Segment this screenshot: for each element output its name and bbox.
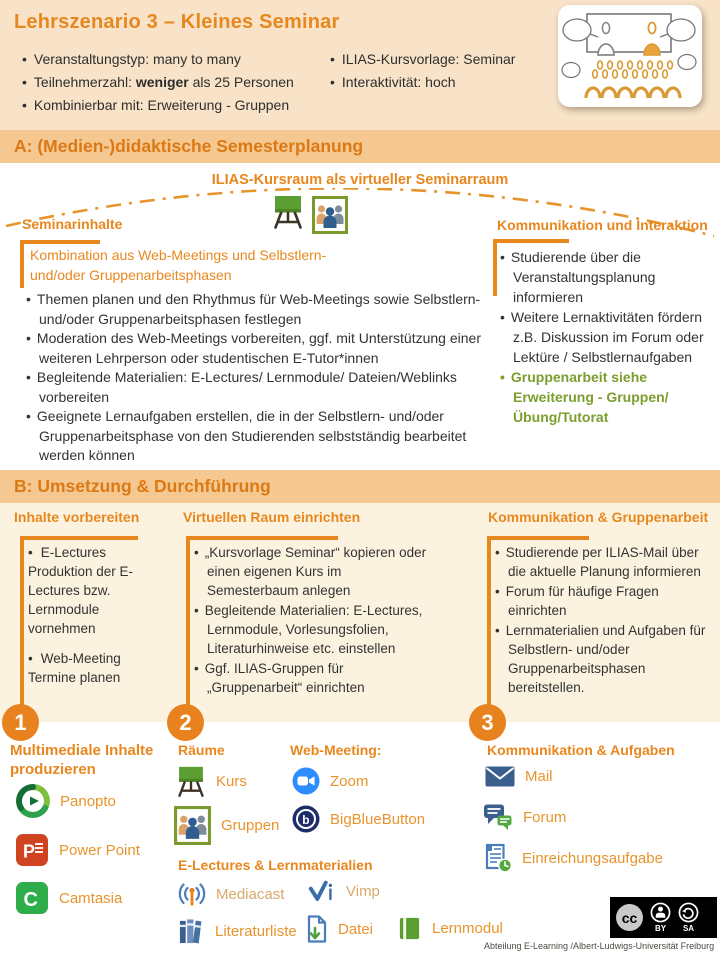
tool-label: Power Point: [59, 841, 140, 859]
svg-text:b: b: [302, 812, 310, 827]
tool-label: Panopto: [60, 792, 116, 810]
col3-heading: Kommunikation & Gruppenarbeit: [488, 509, 709, 525]
bracket-top: [487, 536, 589, 540]
chalkboard-icon: [272, 194, 304, 235]
page-title: Lehrszenario 3 – Kleines Seminar: [14, 11, 340, 33]
header-bullet: • Kombinierbar mit: Erweiterung - Gruppen: [22, 94, 322, 117]
cc-sa: [678, 902, 699, 933]
panopto-row: [16, 784, 116, 818]
header-bullet: • Veranstaltungstyp: many to many: [22, 48, 322, 71]
bracket-left: [493, 239, 497, 296]
svg-text:P: P: [23, 841, 36, 862]
tool-label: Gruppen: [221, 817, 280, 834]
chalkboard-icon: [176, 765, 206, 798]
tool-label: Literaturliste: [215, 923, 297, 940]
literaturliste-row: [178, 918, 297, 945]
tool-label: Vimp: [346, 883, 380, 900]
panopto-icon: [16, 784, 50, 818]
bullet: • Geeignete Lernaufgaben erstellen, die in der Selbstlern- und/oder Gruppenarbeitsphase von den Studierenden selbstständig bearbeitet werden können: [26, 407, 488, 466]
attribution-person-icon: [650, 902, 671, 923]
tool-label: Lernmodul: [432, 920, 503, 937]
step-3-badge: 3: [469, 704, 506, 741]
bracket-top: [493, 239, 569, 243]
section-a-title: A: (Medien-)didaktische Semesterplanung: [14, 136, 364, 156]
electures-heading: E-Lectures & Lernmaterialien: [178, 857, 373, 873]
einreichungsaufgabe-row: [485, 843, 663, 873]
credit-line: Abteilung E-Learning /Albert-Ludwigs-Universität Freiburg: [484, 941, 715, 951]
tool-label: BigBlueButton: [330, 810, 426, 828]
forum-row: [483, 803, 566, 832]
gruppen-row: [174, 806, 279, 845]
camtasia-icon: [15, 881, 49, 915]
bullet: • Moderation des Web-Meetings vorbereiten, ggf. mit Unterstützung einer weiteren Lehrperson oder studentischen E-Tutor*innen: [26, 329, 488, 368]
bullet: • Ggf. ILIAS-Gruppen für „Gruppenarbeit“ einrichten: [194, 659, 432, 697]
forum-icon: [483, 803, 513, 832]
bullet: • Studierende per ILIAS-Mail über die aktuelle Planung informieren: [495, 543, 709, 581]
bullet: • Weitere Lernaktivitäten fördern z.B. Diskussion im Forum oder Lektüre / Selbstlernaufgaben: [500, 307, 710, 367]
tool-label: Zoom: [330, 772, 369, 790]
tool-label: Camtasia: [59, 889, 123, 907]
header-bullets-left: [22, 48, 322, 117]
rooms-heading: Räume: [178, 742, 225, 758]
bracket-top: [20, 536, 138, 540]
produce-heading: Multimediale Inhalte produzieren: [10, 742, 154, 778]
bullet: • Forum für häufige Fragen einrichten: [495, 582, 709, 620]
camtasia-row: [15, 881, 122, 915]
vimp-row: [308, 880, 380, 903]
section-b-title: B: Umsetzung & Durchführung: [14, 476, 271, 496]
cc-by-sa-badge: [610, 897, 717, 938]
kommunikation-interaktion-heading: Kommunikation und Interaktion: [497, 217, 708, 233]
header-bullets-right: [330, 48, 550, 94]
mail-icon: [485, 766, 515, 787]
bracket-left: [20, 240, 24, 288]
tool-label: Mediacast: [216, 885, 285, 903]
tool-label: Forum: [523, 809, 567, 826]
bracket-top: [20, 240, 100, 244]
bullet: • Lernmaterialien und Aufgaben für Selbstlern- und/oder Gruppenarbeitsphasen bereitstellen.: [495, 621, 709, 697]
assignment-clock-icon: [485, 843, 512, 873]
header-bullet: • Interaktivität: hoch: [330, 71, 550, 94]
mediacast-row: [178, 880, 284, 908]
bullet: • Begleitende Materialien: E-Lectures/ Lernmodule/ Dateien/Weblinks vorbereiten: [26, 368, 488, 407]
tool-label: Kurs: [216, 773, 247, 790]
col1-heading: Inhalte vorbereiten: [14, 509, 140, 525]
tool-label: Einreichungsaufgabe: [522, 849, 663, 867]
bigbluebutton-icon: [292, 805, 320, 833]
bullet-highlight: • Gruppenarbeit siehe Erweiterung - Gruppen/Übung/Tutorat: [500, 367, 710, 427]
col2-bullets: [194, 543, 432, 698]
col3-bullets: [495, 543, 709, 698]
seminarinhalte-subheading: Kombination aus Web-Meetings und Selbstlern- und/oder Gruppenarbeitsphasen: [30, 247, 327, 283]
step-1-badge: 1: [2, 704, 39, 741]
zoom-row: [292, 767, 368, 795]
books-icon: [178, 918, 205, 945]
datei-row: [306, 915, 373, 943]
svg-text:C: C: [23, 889, 38, 911]
bracket-left: [20, 536, 24, 706]
col2-heading: Virtuellen Raum einrichten: [183, 509, 361, 525]
arc-title: ILIAS-Kursraum als virtueller Seminarraum: [200, 172, 521, 188]
seminar-illustration: [558, 5, 702, 107]
audience-presenters-drawing: [560, 8, 698, 102]
mediacast-icon: [178, 880, 206, 908]
header-bullet: • ILIAS-Kursvorlage: Seminar: [330, 48, 550, 71]
col1-bullets: [28, 543, 164, 698]
lernmodul-row: [397, 916, 503, 941]
bigbluebutton-row: [292, 805, 425, 833]
powerpoint-icon: [15, 833, 49, 867]
powerpoint-row: [15, 833, 140, 867]
bullet: • Themen planen und den Rhythmus für Web-Meetings sowie Selbstlern- und/oder Gruppenarbeitsphasen festlegen: [26, 290, 488, 329]
tool-label: Mail: [525, 768, 553, 785]
step-2-badge: 2: [167, 704, 204, 741]
bracket-top: [186, 536, 338, 540]
bullet: • E-Lectures Produktion der E-Lectures bzw. Lernmodule vornehmen: [28, 543, 164, 638]
webmeeting-heading: Web-Meeting:: [290, 742, 382, 758]
cc-by: [650, 902, 671, 933]
zoom-icon: [292, 767, 320, 795]
bullet: • Web-Meeting Termine planen: [28, 649, 164, 687]
book-icon: [397, 916, 422, 941]
kommunikation-interaktion-bullets: [500, 247, 710, 427]
groups-icon: [312, 196, 348, 239]
bracket-left: [487, 536, 491, 708]
bullet: • „Kursvorlage Seminar“ kopieren oder einen eigenen Kurs im Semesterbaum anlegen: [194, 543, 432, 600]
cc-logo-icon: cc: [616, 904, 643, 931]
bullet: • Studierende über die Veranstaltungsplanung informieren: [500, 247, 710, 307]
comm-heading: Kommunikation & Aufgaben: [487, 742, 675, 758]
groups-icon: [174, 806, 211, 845]
bullet: • Begleitende Materialien: E-Lectures, Lernmodule, Vorlesungsfolien, Literaturhinweise etc. einstellen: [194, 601, 432, 658]
bracket-left: [186, 536, 190, 706]
tool-label: Datei: [338, 920, 374, 938]
sa-label: SA: [682, 924, 695, 933]
section-b-band: [0, 470, 720, 503]
seminarinhalte-heading: Seminarinhalte: [22, 216, 123, 232]
share-alike-arrow-icon: [678, 902, 699, 923]
header-bullet: • Teilnehmerzahl: weniger als 25 Personen: [22, 71, 322, 94]
kurs-row: [176, 765, 247, 798]
vimp-icon: [308, 880, 336, 903]
section-a-band: [0, 130, 720, 163]
by-label: BY: [654, 924, 667, 933]
seminarinhalte-bullets: [26, 290, 488, 466]
file-download-icon: [306, 915, 328, 943]
mail-row: [485, 766, 553, 787]
